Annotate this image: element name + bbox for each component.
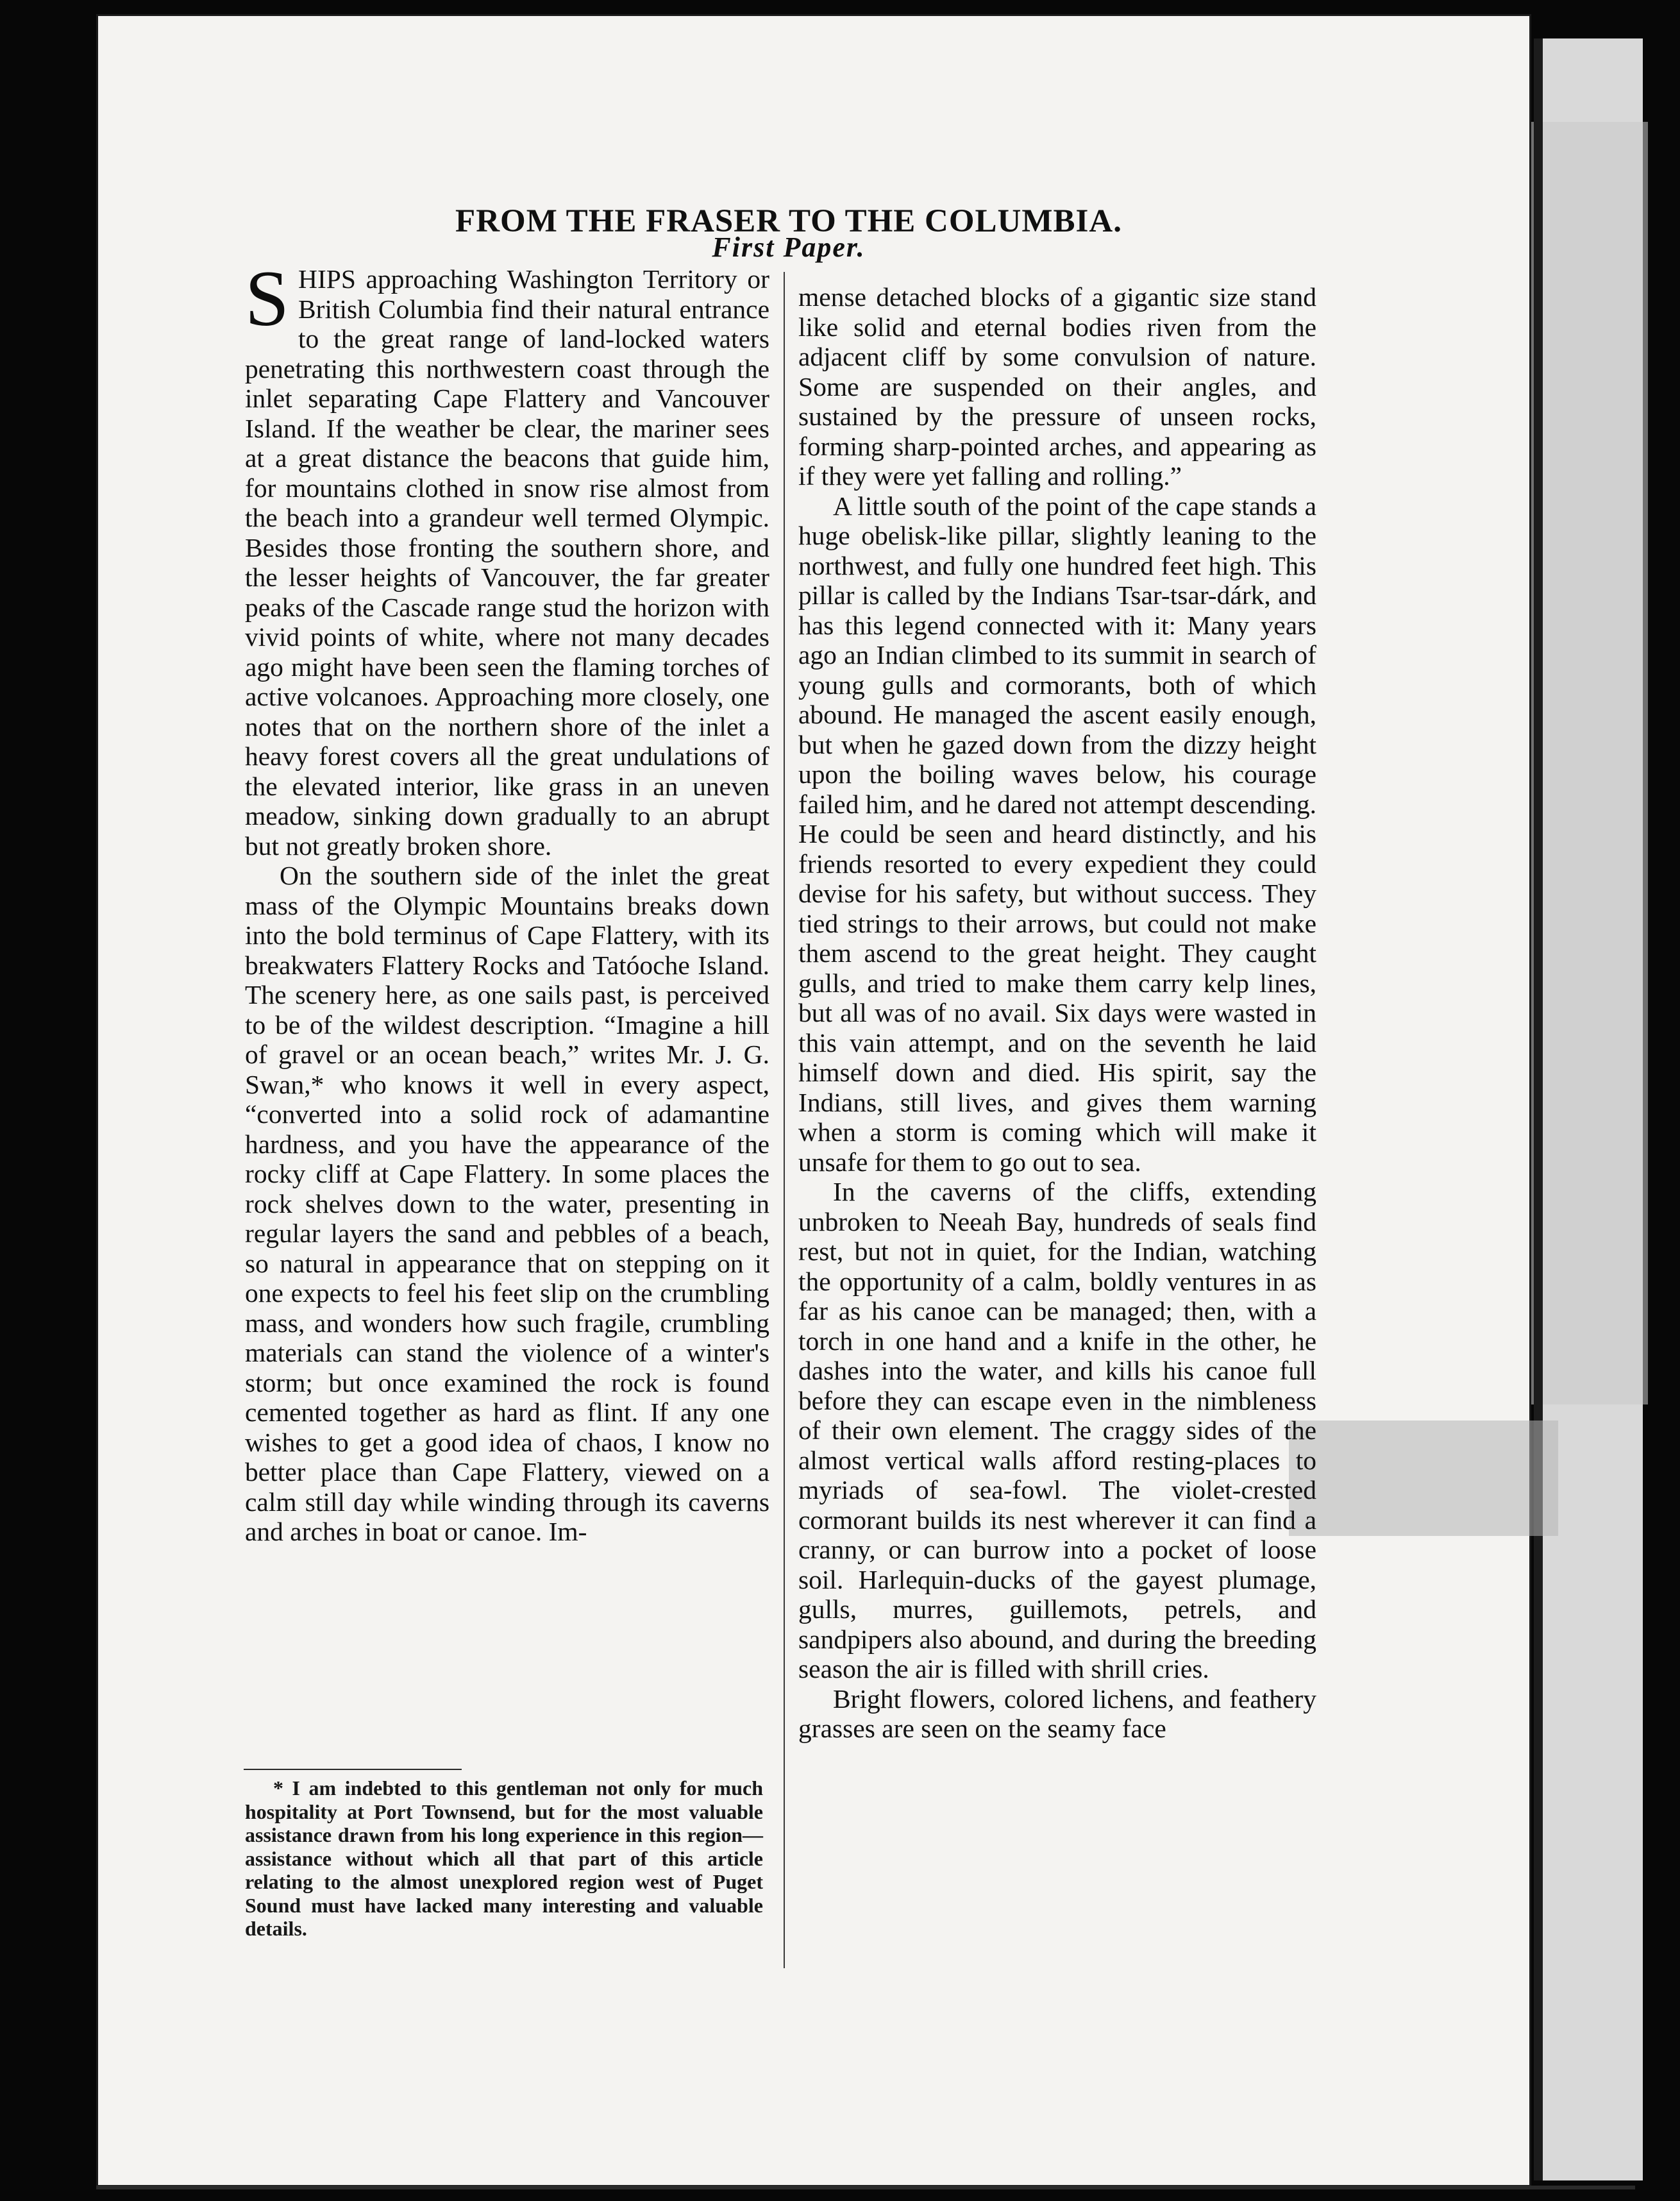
column-divider: [784, 272, 785, 1968]
paragraph-2: On the southern side of the inlet the great mass of the Olympic Mountains breaks down into the bold terminus of Cape Flattery, with its breakwaters Flattery Rocks and Tatóoche Island. The scenery here, as one sails past, is perceived to be of the wildest description. “Imagine a hill of gravel or an ocean beach,” writes Mr. J. G. Swan,* who knows it well in every aspect, “converted into a solid rock of adamantine hardness, and you have the appearance of the rocky cliff at Cape Flattery. In some places the rock shelves down to the water, presenting in regular layers the sand and pebbles of a beach, so natural in appearance that on stepping on it one expects to feel his feet slip on the crumbling mass, and wonders how such fragile, crumbling materials can stand the violence of a winter's storm; but once examined the rock is found cemented together as hard as flint. If any one wishes to get a good idea of chaos, I know no better place than Cape Flattery, viewed on a calm still day while winding through its caverns and arches in boat or canoe. Im-: [245, 861, 769, 1546]
page-gutter-shadow: [1534, 38, 1543, 2180]
scan-smudge: [1289, 1421, 1558, 1536]
paragraph-1: [245, 255, 769, 861]
footnote-text: * I am indebted to this gentleman not only for much hospitality at Port Townsend, but for the most valuable assistance drawn from his long experience in this region—assistance without which all that part of this article relating to the almost unexplored region west of Puget Sound must have lacked many interesting and valuable details.: [245, 1776, 763, 1940]
paragraph-4: A little south of the point of the cape stands a huge obelisk-like pillar, slightly leaning to the northwest, and fully one hundred feet high. This pillar is called by the Indians Tsar-tsar-dárk, and has this legend connected with it: Many years ago an Indian climbed to its summit in search of young gulls and cormorants, both of which abound. He managed the ascent easily enough, but when he gazed down from the dizzy height upon the boiling waves below, his courage failed him, and he dared not attempt descending. He could be seen and heard distinctly, and his friends resorted to every expedient they could devise for his safety, but without success. They tied strings to their arrows, but could not make them ascend to the great height. They caught gulls, and tried to make them carry kelp lines, but all was of no avail. Six days were wasted in this vain attempt, and on the seventh he laid himself down and died. His spirit, say the Indians, still lives, and gives them warning when a storm is coming which will make it unsafe for them to go out to sea.: [798, 491, 1316, 1177]
left-column: [245, 255, 769, 1547]
paragraph-3: mense detached blocks of a gigantic size stand like solid and eternal bodies riven from the adjacent cliff by some convulsion of nature. Some are suspended on their angles, and sustained by the pressure of unseen rocks, forming sharp-pointed arches, and appearing as if they were yet falling and rolling.”: [798, 282, 1316, 491]
article-subtitle: First Paper.: [712, 232, 866, 263]
paragraph-5: In the caverns of the cliffs, extending unbroken to Neeah Bay, hundreds of seals find rest, but not in quiet, for the Indian, watching the opportunity of a calm, boldly ventures in as far as his canoe can be managed; then, with a torch in one hand and a knife in the other, he dashes into the water, and kills his canoe full before they can escape even in the nimbleness of their own element. The craggy sides of the almost vertical walls afford resting-places to myriads of sea-fowl. The violet-crested cormorant builds its nest wherever it can find a cranny, or can burrow into a pocket of loose soil. Harlequin-ducks of the gayest plumage, gulls, murres, guillemots, petrels, and sandpipers also abound, and during the breeding season the air is filled with shrill cries.: [798, 1177, 1316, 1683]
article-title: FROM THE FRASER TO THE COLUMBIA.: [455, 203, 1122, 240]
footnote-rule: [244, 1769, 462, 1770]
paragraph-1-text: HIPS approaching Washington Territory or British Columbia find their natural entrance to the great range of land-locked waters penetrating this northwestern coast through the inlet separating Cape Flattery and Vancouver Island. If the weather be clear, the mariner sees at a great distance the beacons that guide him, for mountains clothed in snow rise almost from the beach into a grandeur well termed Olympic. Besides those fronting the southern shore, and the lesser heights of Vancouver, the far greater peaks of the Cascade range stud the horizon with vivid points of white, where not many decades ago might have been seen the flaming torches of active volcanoes. Approaching more closely, one notes that on the northern shore of the inlet a heavy forest covers all the great undulations of the elevated interior, like grass in an uneven meadow, sinking down gradually to an abrupt but not greatly broken shore.: [245, 264, 769, 861]
footnote: [245, 1776, 763, 1941]
right-column: [798, 282, 1316, 1744]
page-bottom-border: [96, 2186, 1635, 2189]
paragraph-6: Bright flowers, colored lichens, and feathery grasses are seen on the seamy face: [798, 1683, 1316, 1743]
drop-cap: S: [245, 255, 289, 342]
